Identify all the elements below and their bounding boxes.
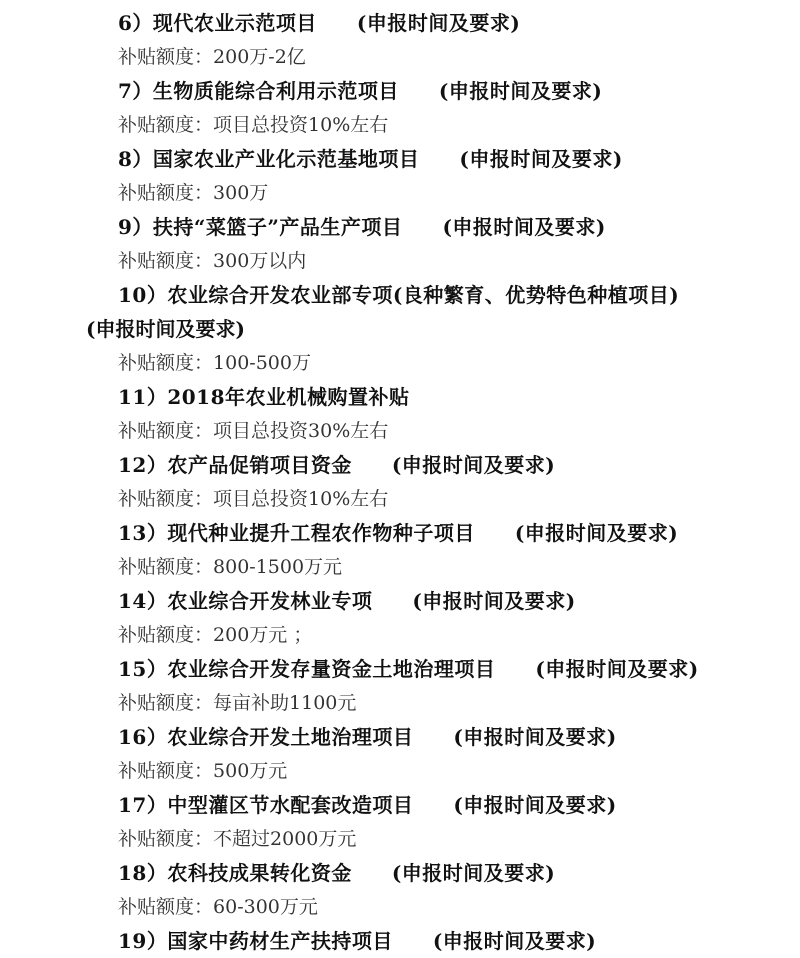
item-title-line: [0, 278, 800, 312]
item-title-line: [0, 142, 800, 176]
item-title-line: [0, 584, 800, 618]
item-title-continuation: [0, 312, 800, 346]
subsidy-value: 200万元 ；: [213, 624, 313, 646]
subsidy-line: [0, 754, 800, 788]
item-title-line: [0, 720, 800, 754]
subsidy-value: 500万元: [213, 760, 288, 782]
item-title: 14）农业综合开发林业专项: [118, 589, 373, 613]
subsidy-label: 补贴额度：: [118, 828, 214, 850]
request-note: (申报时间及要求): [86, 317, 245, 341]
item-title-line: [0, 856, 800, 890]
item-title-line: [0, 380, 800, 414]
subsidy-label: 补贴额度：: [118, 420, 214, 442]
request-note: (申报时间及要求): [453, 725, 617, 749]
item-title-line: [0, 448, 800, 482]
subsidy-label: 补贴额度：: [118, 624, 214, 646]
subsidy-value: 800-1500万元: [213, 556, 343, 578]
item-title: 9）扶持“菜篮子”产品生产项目: [118, 215, 403, 239]
subsidy-line: [0, 550, 800, 584]
item-title: 7）生物质能综合利用示范项目: [118, 79, 399, 103]
subsidy-value: 每亩补助1100元: [213, 692, 357, 714]
subsidy-value: 项目总投资10%左右: [213, 488, 389, 510]
subsidy-value: 300万以内: [213, 250, 307, 272]
request-note: (申报时间及要求): [535, 657, 699, 681]
item-title-line: [0, 74, 800, 108]
request-note: (申报时间及要求): [453, 793, 617, 817]
subsidy-value: 不超过2000万元: [213, 828, 357, 850]
item-title-line: [0, 6, 800, 40]
item-title-line: [0, 516, 800, 550]
item-title-line: [0, 210, 800, 244]
request-note: (申报时间及要求): [391, 861, 556, 885]
item-title: 11）2018年农业机械购置补贴: [118, 385, 410, 409]
item-title-line: [0, 788, 800, 822]
subsidy-line: [0, 40, 800, 74]
request-note: (申报时间及要求): [459, 147, 623, 171]
subsidy-line: [0, 686, 800, 720]
subsidy-label: 补贴额度：: [118, 692, 214, 714]
subsidy-line: [0, 346, 800, 380]
subsidy-label: 补贴额度：: [118, 896, 214, 918]
subsidy-value: 60-300万元: [213, 896, 318, 918]
subsidy-value: 300万: [213, 182, 269, 204]
item-title: 12）农产品促销项目资金: [118, 453, 352, 477]
request-note: (申报时间及要求): [432, 929, 597, 953]
subsidy-label: 补贴额度：: [118, 352, 214, 374]
subsidy-line: [0, 414, 800, 448]
subsidy-line: [0, 244, 800, 278]
subsidy-label: 补贴额度：: [118, 556, 214, 578]
subsidy-value: 200万-2亿: [213, 46, 306, 68]
item-title: 18）农科技成果转化资金: [118, 861, 352, 885]
item-title: 13）现代种业提升工程农作物种子项目: [118, 521, 475, 545]
subsidy-value: 项目总投资30%左右: [213, 420, 389, 442]
subsidy-value: 100-500万: [213, 352, 311, 374]
item-title: 17）中型灌区节水配套改造项目: [118, 793, 414, 817]
item-title: 15）农业综合开发存量资金土地治理项目: [118, 657, 496, 681]
request-note: (申报时间及要求): [514, 521, 679, 545]
subsidy-label: 补贴额度：: [118, 250, 214, 272]
subsidy-line: [0, 822, 800, 856]
item-title: 6）现代农业示范项目: [118, 11, 317, 35]
subsidy-value: 项目总投资10%左右: [213, 114, 389, 136]
item-title: 10）农业综合开发农业部专项(良种繁育、优势特色种植项目): [118, 283, 680, 307]
item-title: 19）国家中药材生产扶持项目: [118, 929, 393, 953]
subsidy-label: 补贴额度：: [118, 760, 214, 782]
item-title-line: [0, 652, 800, 686]
request-note: (申报时间及要求): [438, 79, 603, 103]
subsidy-line: [0, 482, 800, 516]
subsidy-label: 补贴额度：: [118, 182, 214, 204]
subsidy-label: 补贴额度：: [118, 114, 214, 136]
request-note: (申报时间及要求): [391, 453, 556, 477]
subsidy-label: 补贴额度：: [118, 488, 214, 510]
subsidy-label: 补贴额度：: [118, 46, 214, 68]
request-note: (申报时间及要求): [356, 11, 521, 35]
request-note: (申报时间及要求): [442, 215, 606, 239]
request-note: (申报时间及要求): [412, 589, 576, 613]
subsidy-line: [0, 176, 800, 210]
subsidy-line: [0, 890, 800, 924]
subsidy-line: [0, 108, 800, 142]
item-title: 8）国家农业产业化示范基地项目: [118, 147, 420, 171]
subsidy-line: [0, 618, 800, 652]
item-title: 16）农业综合开发土地治理项目: [118, 725, 414, 749]
